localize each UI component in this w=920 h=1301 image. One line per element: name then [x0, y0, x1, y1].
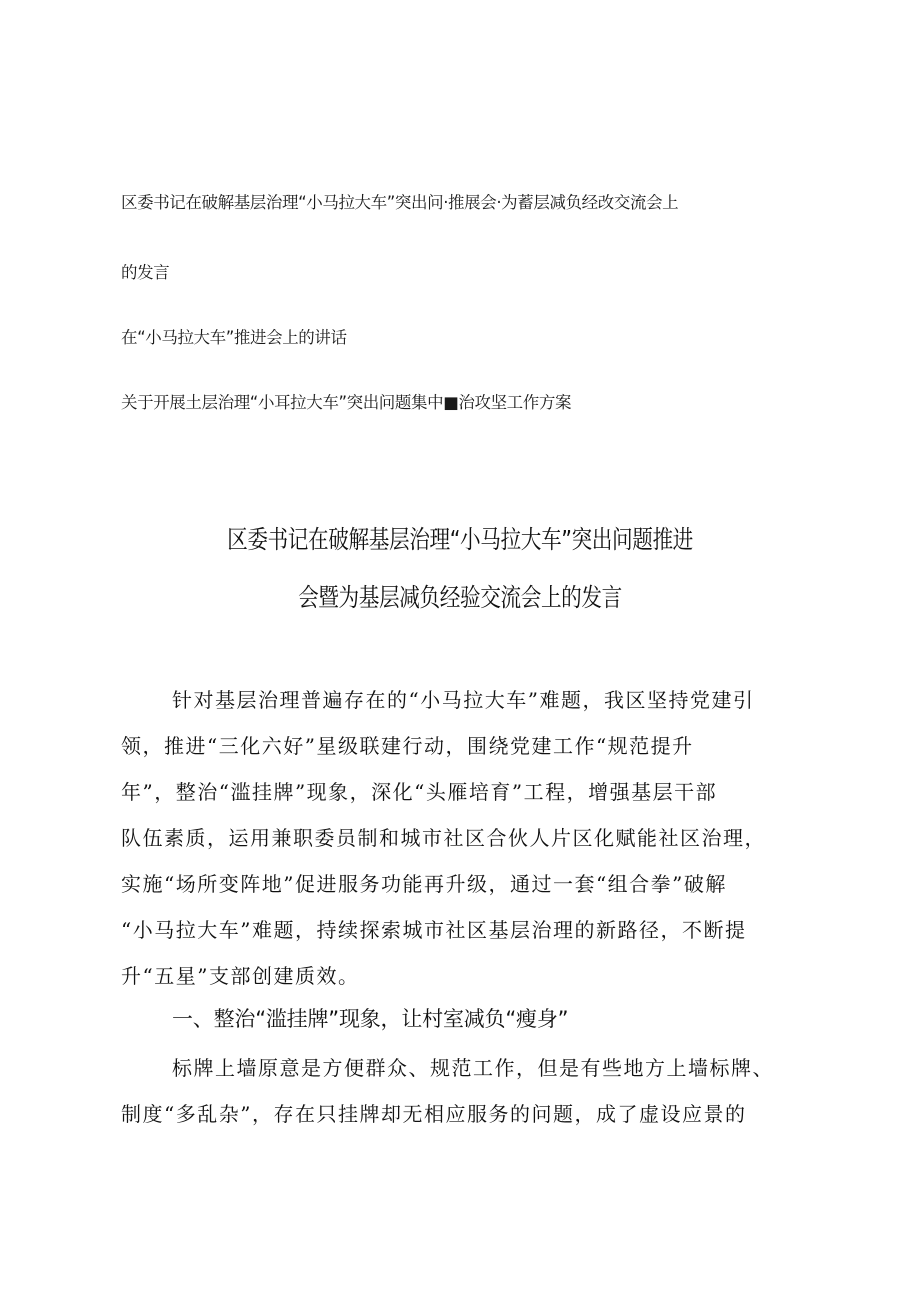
paragraph-line: 制度“多乱杂”，存在只挂牌却无相应服务的问题，成了虚设应景的	[121, 1102, 747, 1126]
title-line-2: 会暨为基层减负经验交流会上的发言	[298, 583, 622, 612]
toc-item-3: 关于开展土层治理“小耳拉大车”突出问题集中■治攻坚工作方案	[121, 393, 572, 412]
paragraph-line: “小马拉大车”难题，持续探索城市社区基层治理的新路径，不断提	[121, 918, 747, 942]
paragraph-line: 队伍素质，运用兼职委员制和城市社区合伙人片区化赋能社区治理，	[121, 826, 766, 850]
paragraph-line: 标牌上墙原意是方便群众、规范工作，但是有些地方上墙标牌、	[172, 1056, 774, 1080]
paragraph-line: 领，推进“三化六好”星级联建行动，围绕党建工作“规范提升	[121, 734, 694, 758]
paragraph-line: 年”，整治“滥挂牌”现象，深化“头雁培育”工程，增强基层干部	[121, 780, 718, 804]
paragraph-line: 针对基层治理普遍存在的“小马拉大车”难题，我区坚持党建引	[172, 688, 755, 712]
toc-item-1: 区委书记在破解基层治理“小马拉大车”突出问·推展会·为蓄层减负经改交流会上	[121, 193, 679, 212]
paragraph-line: 实施“场所变阵地”促进服务功能再升级，通过一套“组合拳”破解	[121, 872, 727, 896]
toc-item-1-continuation: 的发言	[121, 263, 170, 282]
toc-item-2: 在“小马拉大车”推进会上的讲话	[121, 328, 347, 347]
section-heading-1: 一、整治“滥挂牌”现象，让村室减负“瘦身”	[172, 1007, 569, 1031]
paragraph-line: 升“五星”支部创建质效。	[121, 964, 360, 988]
title-line-1: 区委书记在破解基层治理“小马拉大车”突出问题推进	[227, 525, 693, 554]
